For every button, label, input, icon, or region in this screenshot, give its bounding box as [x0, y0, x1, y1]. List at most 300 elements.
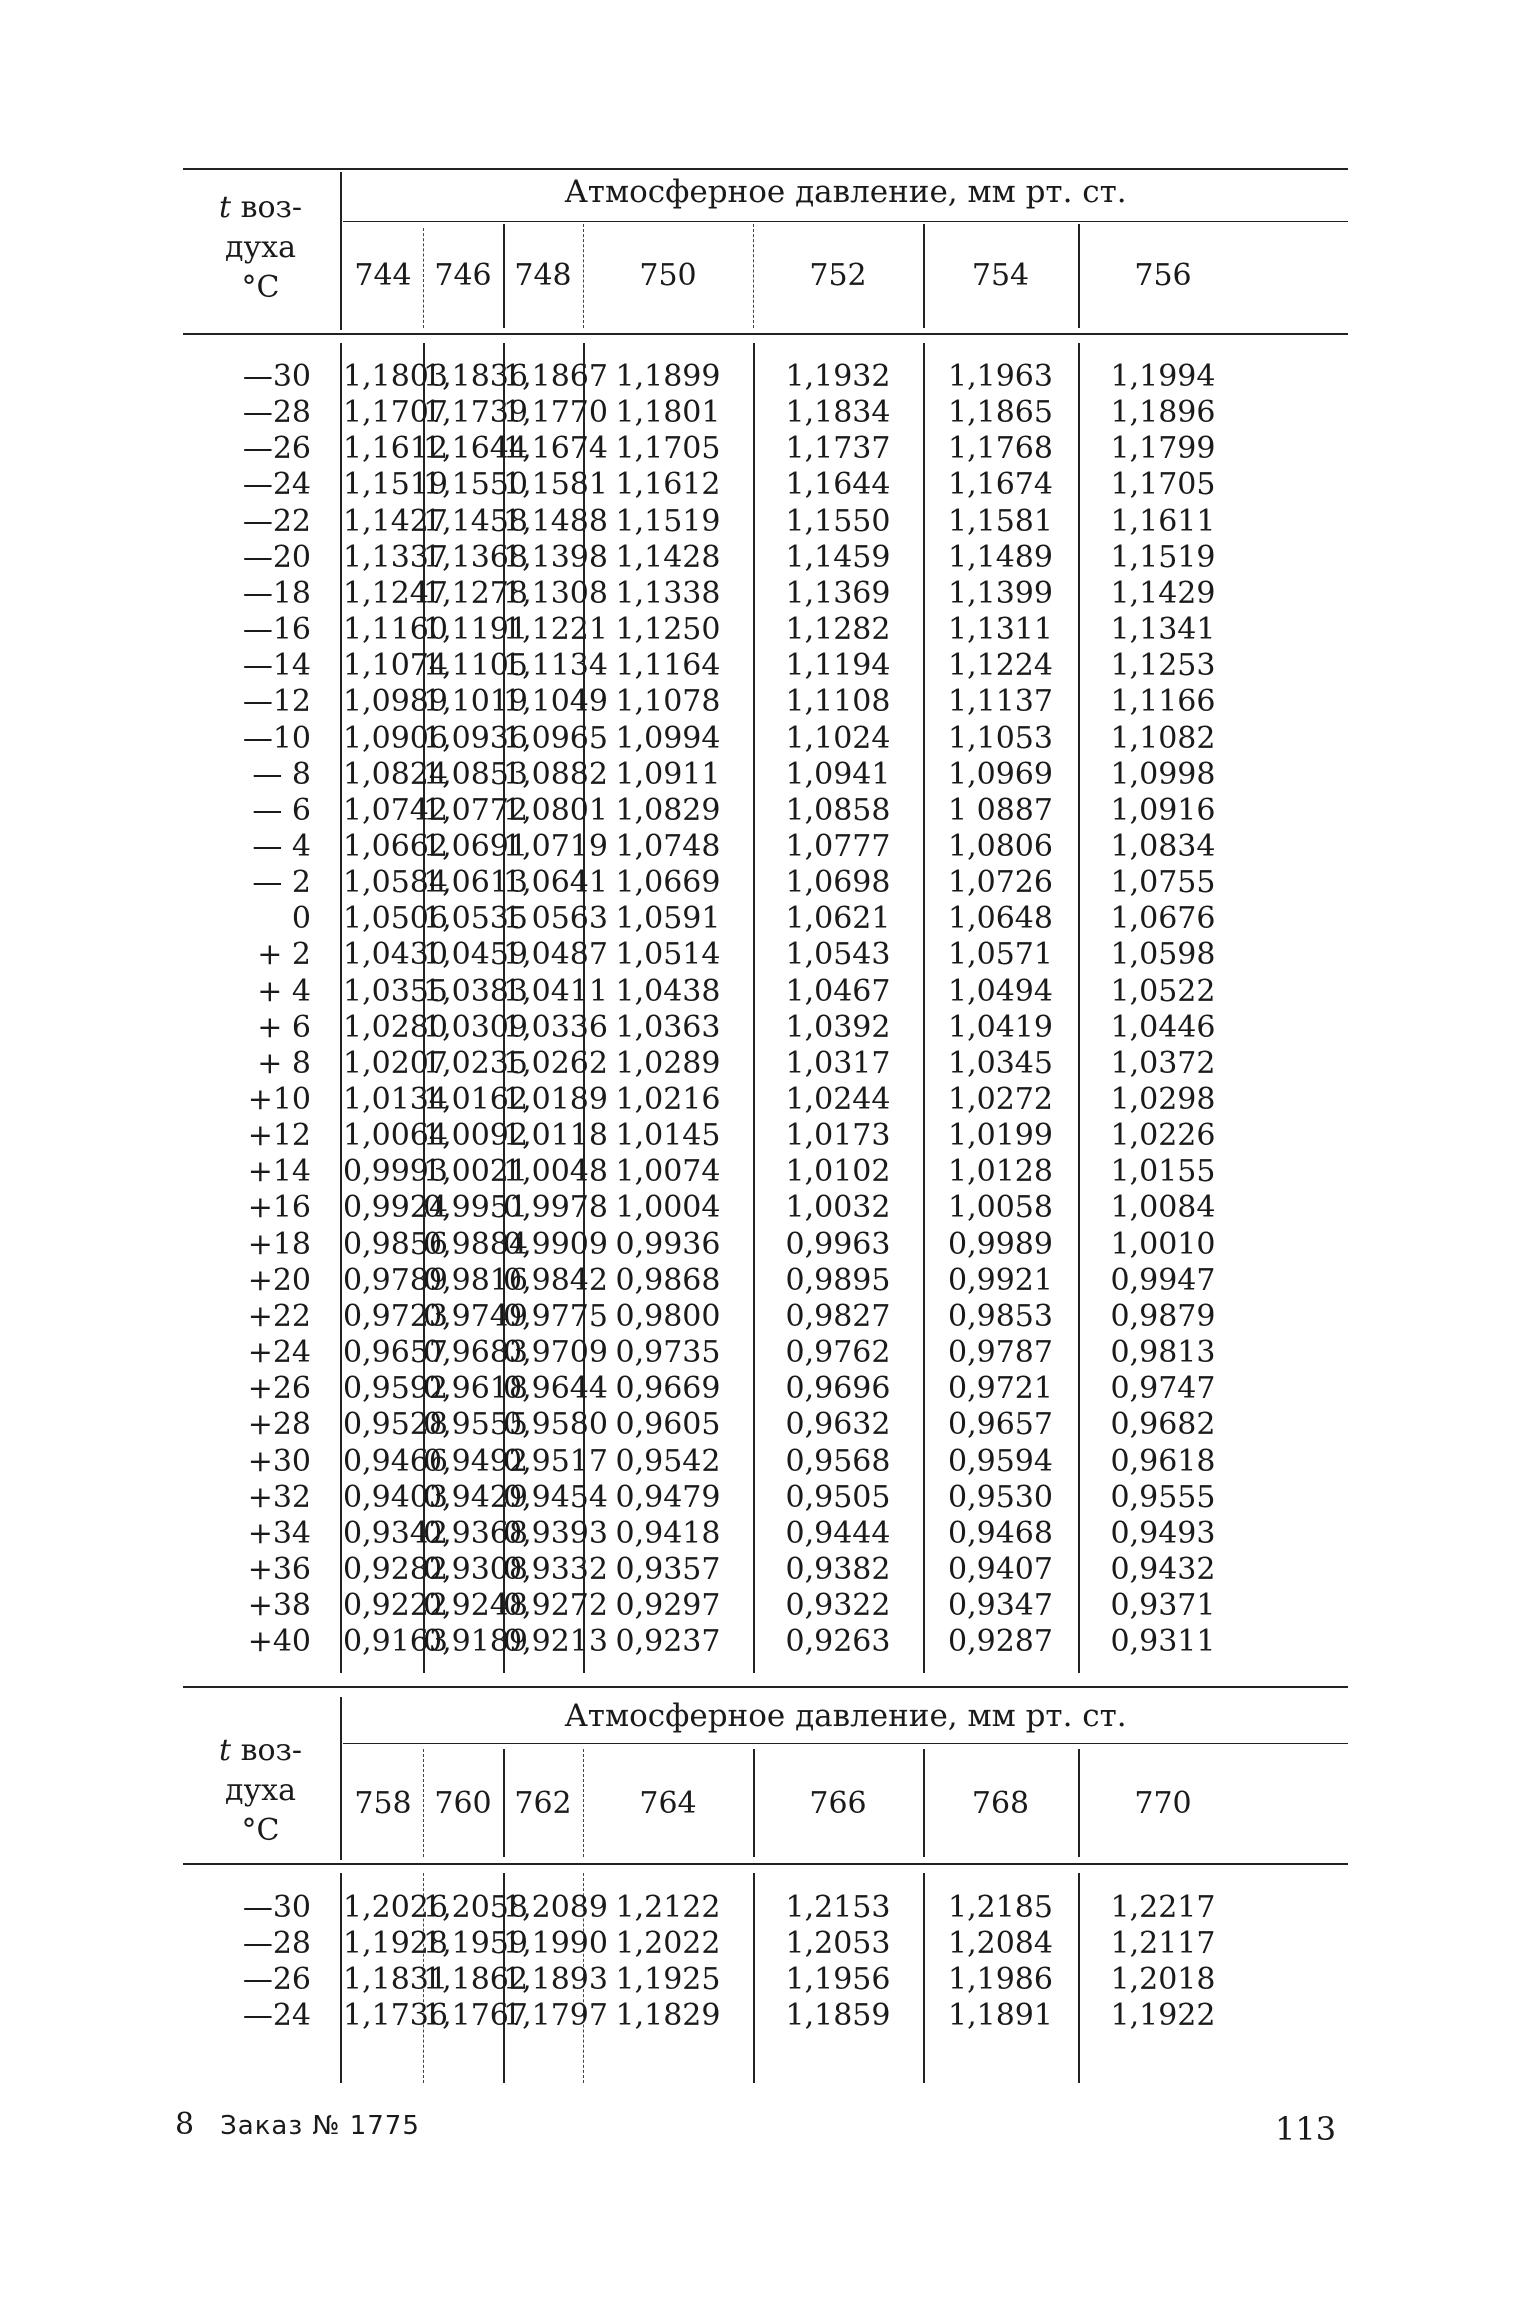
table-row [183, 1588, 1348, 1624]
density-value: 1,1194 [785, 648, 891, 684]
table-1-bottom-rule [183, 1686, 1348, 1688]
density-value: 1,0676 [1110, 901, 1216, 937]
row-temperature: — 4 [252, 828, 311, 864]
density-value: 1,2122 [615, 1890, 721, 1925]
table-row [183, 1082, 1348, 1118]
table-top-rule [183, 168, 1348, 170]
density-value: 1,2217 [1110, 1890, 1216, 1925]
density-value: 1,0355 [343, 973, 448, 1009]
density-value: 1,0235 [423, 1045, 528, 1081]
row-temperature: +12 [247, 1118, 311, 1154]
density-value: 1,0911 [615, 756, 721, 792]
density-value: 0,9237 [615, 1624, 721, 1660]
header-bottom-rule [183, 1863, 1348, 1865]
table-row [183, 1624, 1348, 1660]
density-value: 1,0145 [615, 1118, 721, 1154]
table-row [183, 793, 1348, 829]
density-value: 1,1078 [615, 684, 721, 720]
density-value: 1,1831 [343, 1962, 448, 1998]
density-value: 1,1160 [343, 612, 448, 648]
density-value: 1,0941 [785, 756, 891, 792]
row-temperature: —22 [242, 503, 311, 539]
table-row [183, 1190, 1348, 1226]
density-value: 1,0064 [343, 1118, 448, 1154]
density-value: 0,9403 [343, 1479, 448, 1515]
density-value: 1,0336 [503, 1009, 608, 1045]
row-temperature: —24 [242, 1998, 311, 2034]
row-temperature: +26 [247, 1371, 311, 1407]
density-value: 0,9856 [343, 1226, 448, 1262]
density-value: 1,0584 [343, 865, 448, 901]
density-value: 1,1074 [343, 648, 448, 684]
row-temperature: —30 [242, 359, 311, 394]
density-value: 0,9368 [423, 1515, 528, 1551]
density-value: 1,1489 [948, 539, 1053, 575]
header-divider [753, 224, 754, 328]
density-value: 0,9568 [785, 1443, 891, 1479]
row-temperature: +20 [247, 1262, 311, 1298]
density-value: 1,0742 [343, 792, 448, 828]
density-value: 1,1862 [423, 1962, 528, 1998]
table-2 [183, 1693, 1348, 2090]
density-value: 1,1922 [1110, 1998, 1216, 2034]
density-value: 0,9530 [948, 1479, 1053, 1515]
row-temperature: + 8 [257, 1045, 311, 1081]
density-value: 0,9432 [1110, 1551, 1216, 1587]
density-value: 1,1250 [615, 612, 721, 648]
header-divider [423, 1749, 424, 1857]
density-value: 0,9696 [785, 1371, 891, 1407]
density-value: 1,2018 [1110, 1962, 1216, 1998]
row-temperature: —14 [242, 648, 311, 684]
density-value: 1,2053 [785, 1926, 891, 1962]
density-value: 0,9466 [343, 1443, 448, 1479]
density-value: 0,9163 [343, 1624, 448, 1660]
density-value: 1,1867 [503, 359, 608, 394]
density-value: 0,9749 [423, 1298, 528, 1334]
table-row [183, 1516, 1348, 1552]
density-value: 0,9492 [423, 1443, 528, 1479]
density-value: 0,9407 [948, 1551, 1053, 1587]
order-number: Заказ № 1775 [220, 2111, 420, 2141]
density-value: 1,1956 [785, 1962, 891, 1998]
density-value: 1,0162 [423, 1082, 528, 1117]
density-value: 1,1963 [948, 359, 1053, 394]
density-value: 1,0998 [1110, 756, 1216, 792]
density-value: 1,0801 [503, 792, 608, 828]
density-value: 1,1770 [503, 395, 608, 431]
density-value: 1,0102 [785, 1154, 891, 1190]
density-value: 1,0383 [423, 973, 528, 1009]
density-value: 1,1896 [1110, 395, 1216, 431]
density-value: 1,1859 [785, 1998, 891, 2034]
density-value: 1,1338 [615, 575, 721, 611]
table-row [183, 1480, 1348, 1516]
density-value: 1,0411 [503, 973, 608, 1009]
density-value: 1,0216 [615, 1082, 721, 1117]
density-value: 0,9393 [503, 1515, 608, 1551]
density-value: 0,9347 [948, 1588, 1053, 1624]
table-row [183, 395, 1348, 431]
density-value: 1,1337 [343, 539, 448, 575]
density-value: 0,9709 [503, 1335, 608, 1371]
density-value: 0,9735 [615, 1335, 721, 1371]
table-row [183, 1154, 1348, 1190]
density-value: 0,9618 [423, 1371, 528, 1407]
table-row [183, 721, 1348, 757]
density-value: 1,1674 [503, 431, 608, 467]
row-temperature: +10 [247, 1082, 311, 1117]
density-value: 1,1019 [423, 684, 528, 720]
row-temperature: —24 [242, 467, 311, 503]
density-value: 1,1428 [615, 539, 721, 575]
density-value: 1,1767 [423, 1998, 528, 2034]
density-value: 1,1429 [1110, 575, 1216, 611]
density-value: 0,9669 [615, 1371, 721, 1407]
density-value: 1,0543 [785, 937, 891, 973]
header-bottom-rule [183, 333, 1348, 335]
density-value: 0,9493 [1110, 1515, 1216, 1551]
density-value: 1,0092 [423, 1118, 528, 1154]
row-temperature: —12 [242, 684, 311, 720]
density-value: 0,9775 [503, 1298, 608, 1334]
table-row [183, 1299, 1348, 1335]
density-value: 0,9884 [423, 1226, 528, 1262]
density-value: 1,0969 [948, 756, 1053, 792]
page-number: 113 [1275, 2110, 1337, 2148]
density-value: 1,0317 [785, 1045, 891, 1081]
air-temp-header: t воз- духа °C [218, 190, 303, 305]
density-value: 1,0074 [615, 1154, 721, 1190]
table-row [183, 1371, 1348, 1407]
row-temperature: + 2 [257, 937, 311, 973]
pressure-col-762: 762 [514, 1786, 572, 1821]
density-value: 0,9879 [1110, 1298, 1216, 1334]
pressure-col-744: 744 [354, 258, 412, 293]
header-divider [1078, 224, 1080, 328]
header-divider [1078, 1749, 1080, 1857]
density-value: 1,2026 [343, 1890, 448, 1925]
density-value: 1,1739 [423, 395, 528, 431]
density-value: 1,0419 [948, 1009, 1053, 1045]
density-value: 0,9468 [948, 1515, 1053, 1551]
header-divider [583, 224, 584, 328]
density-value: 0,9592 [343, 1371, 448, 1407]
row-temperature: + 6 [257, 1009, 311, 1045]
density-value: 1,1308 [503, 575, 608, 611]
density-value: 1,1581 [503, 467, 608, 503]
row-temperature: 0 [291, 901, 311, 937]
density-value: 1,0244 [785, 1082, 891, 1117]
density-value: 1,1164 [615, 648, 721, 684]
density-value: 1,0446 [1110, 1009, 1216, 1045]
density-value: 1,1399 [948, 575, 1053, 611]
density-value: 1,1191 [423, 612, 528, 648]
row-temperature: +30 [247, 1443, 311, 1479]
density-value: 0,9632 [785, 1407, 891, 1443]
pressure-col-746: 746 [434, 258, 492, 293]
row-temperature: +16 [247, 1190, 311, 1226]
density-value: 0,9989 [948, 1226, 1053, 1262]
density-value: 0,9454 [503, 1479, 608, 1515]
density-value: 1,0392 [785, 1009, 891, 1045]
density-value: 1,0514 [615, 937, 721, 973]
density-value: 0,9555 [423, 1407, 528, 1443]
density-value: 1,1705 [1110, 467, 1216, 503]
density-value: 0,9682 [1110, 1407, 1216, 1443]
density-value: 1,0272 [948, 1082, 1053, 1117]
density-value: 0,9555 [1110, 1479, 1216, 1515]
density-value: 0,9322 [785, 1588, 891, 1624]
row-temperature: +36 [247, 1551, 311, 1587]
density-value: 0,9308 [423, 1551, 528, 1587]
density-value: 1,0698 [785, 865, 891, 901]
density-value: 0,9222 [343, 1588, 448, 1624]
density-value: 0,9644 [503, 1371, 608, 1407]
row-temperature: — 2 [252, 865, 311, 901]
density-value: 1,1705 [615, 431, 721, 467]
row-temperature: — 8 [252, 756, 311, 792]
density-value: 0,9683 [423, 1335, 528, 1371]
density-value: 0,9580 [503, 1407, 608, 1443]
pressure-header: Атмосферное давление, мм рт. ст. [564, 174, 1127, 210]
density-value: 1,0438 [615, 973, 721, 1009]
row-temperature: + 4 [257, 973, 311, 1009]
density-value: 0,9479 [615, 1479, 721, 1515]
table-row [183, 431, 1348, 467]
density-value: 1,1612 [615, 467, 721, 503]
density-value: 0,9947 [1110, 1262, 1216, 1298]
density-value: 0,9936 [615, 1226, 721, 1262]
density-value: 1,1611 [1110, 503, 1216, 539]
table-row [183, 937, 1348, 973]
table-row [183, 757, 1348, 793]
density-value: 0,9909 [503, 1226, 608, 1262]
table-row [183, 1962, 1348, 1998]
table-row [183, 865, 1348, 901]
table-row [183, 612, 1348, 648]
density-value: 0,9272 [503, 1588, 608, 1624]
density-value: 1,1253 [1110, 648, 1216, 684]
table-row [183, 1263, 1348, 1299]
density-value: 1,1519 [1110, 539, 1216, 575]
air-temp-header: t воз- духа °C [218, 1733, 303, 1848]
density-value: 1,0345 [948, 1045, 1053, 1081]
density-value: 1,0772 [423, 792, 528, 828]
density-value: 1,0669 [615, 865, 721, 901]
row-temperature: —10 [242, 720, 311, 756]
density-value: 0,9993 [343, 1154, 448, 1190]
density-value: 1,0598 [1110, 937, 1216, 973]
density-value: 0,9813 [1110, 1335, 1216, 1371]
density-value: 1,0280 [343, 1009, 448, 1045]
table-row [183, 540, 1348, 576]
density-value: 1,0853 [423, 756, 528, 792]
density-value: 1,1803 [343, 359, 448, 394]
pressure-col-758: 758 [354, 1786, 412, 1821]
header-divider [923, 1749, 925, 1857]
density-value: 1,0372 [1110, 1045, 1216, 1081]
pressure-header-rule [343, 221, 1348, 222]
density-value: 1,0004 [615, 1190, 721, 1226]
density-value: 1,0882 [503, 756, 608, 792]
density-value: 1,1550 [423, 467, 528, 503]
row-temperature: — 6 [252, 792, 311, 828]
density-value: 1,0858 [785, 792, 891, 828]
density-value: 1,0916 [1110, 792, 1216, 828]
density-value: 1,1166 [1110, 684, 1216, 720]
density-value: 1,0906 [343, 720, 448, 756]
density-value: 0,9842 [503, 1262, 608, 1298]
table-row [183, 1926, 1348, 1962]
table-row [183, 1407, 1348, 1443]
pressure-col-760: 760 [434, 1786, 492, 1821]
density-value: 1,0289 [615, 1045, 721, 1081]
density-value: 1,0829 [615, 792, 721, 828]
pressure-col-766: 766 [809, 1786, 867, 1821]
density-value: 1,1928 [343, 1926, 448, 1962]
density-value: 1,0591 [615, 901, 721, 937]
table-row [183, 1046, 1348, 1082]
pressure-col-768: 768 [971, 1786, 1030, 1821]
density-value: 1,1801 [615, 395, 721, 431]
density-value: 0,9921 [948, 1262, 1053, 1298]
density-value: 1,0936 [423, 720, 528, 756]
density-value: 1,1221 [503, 612, 608, 648]
density-value: 1,2117 [1110, 1926, 1216, 1962]
density-value: 1,0571 [948, 937, 1053, 973]
density-value: 0,9924 [343, 1190, 448, 1226]
density-value: 1,2089 [503, 1890, 608, 1925]
density-value: 1,0207 [343, 1045, 448, 1081]
row-temperature: +40 [247, 1624, 311, 1660]
header-divider [423, 228, 424, 328]
density-value: 1,1369 [785, 575, 891, 611]
density-value: 1,0691 [423, 828, 528, 864]
density-value: 1,0199 [948, 1118, 1053, 1154]
density-value: 1,0048 [503, 1154, 608, 1190]
density-value: 1,0726 [948, 865, 1053, 901]
density-value: 1,0755 [1110, 865, 1216, 901]
table-row [183, 1998, 1348, 2034]
table-row [183, 829, 1348, 865]
density-value: 1,1137 [948, 684, 1053, 720]
density-value: 0,9657 [343, 1335, 448, 1371]
header-divider [503, 1749, 505, 1857]
density-value: 1,1108 [785, 684, 891, 720]
density-value: 1,1737 [785, 431, 891, 467]
density-value: 1,0648 [948, 901, 1053, 937]
density-value: 1,0621 [785, 901, 891, 937]
density-value: 1,1932 [785, 359, 891, 394]
density-value: 1,1797 [503, 1998, 608, 2034]
density-value: 1,0128 [948, 1154, 1053, 1190]
table-row [183, 504, 1348, 540]
density-value: 1,0298 [1110, 1082, 1216, 1117]
density-value: 1,1986 [948, 1962, 1053, 1998]
density-value: 0,9248 [423, 1588, 528, 1624]
pressure-col-764: 764 [639, 1786, 697, 1821]
density-value: 1,0506 [343, 901, 448, 937]
density-value: 1,0989 [343, 684, 448, 720]
density-value: 1,1105 [423, 648, 528, 684]
density-value: 1,1458 [423, 503, 528, 539]
density-value: 0,9189 [423, 1624, 528, 1660]
table-row [183, 1335, 1348, 1371]
row-temperature: —28 [242, 1926, 311, 1962]
density-value: 1,0824 [343, 756, 448, 792]
density-value: 1,0487 [503, 937, 608, 973]
density-value: 1,1581 [948, 503, 1053, 539]
table-row [183, 576, 1348, 612]
row-temperature: +24 [247, 1335, 311, 1371]
density-value: 0,9542 [615, 1443, 721, 1479]
density-value: 1,1519 [615, 503, 721, 539]
density-value: 1 0563 [503, 901, 608, 937]
density-value: 0,9282 [343, 1551, 448, 1587]
density-value: 0,9213 [503, 1624, 608, 1660]
row-temperature: +22 [247, 1298, 311, 1334]
density-value: 1,1736 [343, 1998, 448, 2034]
density-value: 0,9429 [423, 1479, 528, 1515]
density-value: 0,9800 [615, 1298, 721, 1334]
density-value: 1,1224 [948, 648, 1053, 684]
density-value: 1,2058 [423, 1890, 528, 1925]
density-value: 1,0494 [948, 973, 1053, 1009]
density-value: 1,0834 [1110, 828, 1216, 864]
density-value: 0,9371 [1110, 1588, 1216, 1624]
header-divider [503, 224, 505, 328]
pressure-header-rule [343, 1743, 1348, 1744]
density-value: 0,9762 [785, 1335, 891, 1371]
density-value: 1,0522 [1110, 973, 1216, 1009]
header-divider [753, 1749, 755, 1857]
density-value: 1,0262 [503, 1045, 608, 1081]
table-row [183, 1227, 1348, 1263]
density-value: 1,0535 [423, 901, 528, 937]
density-value: 0,9444 [785, 1515, 891, 1551]
pressure-col-756: 756 [1134, 258, 1192, 293]
pressure-col-748: 748 [514, 258, 572, 293]
density-value: 1,1053 [948, 720, 1053, 756]
density-value: 1,0994 [615, 720, 721, 756]
density-value: 0,9978 [503, 1190, 608, 1226]
density-value: 1,1341 [1110, 612, 1216, 648]
density-value: 1,1082 [1110, 720, 1216, 756]
density-value: 0,9816 [423, 1262, 528, 1298]
header-divider [583, 1749, 584, 1857]
density-value: 1,0662 [343, 828, 448, 864]
density-value: 1,1899 [615, 359, 721, 394]
table-row [183, 974, 1348, 1010]
density-value: 0,9287 [948, 1624, 1053, 1660]
density-value: 1,1925 [615, 1962, 721, 1998]
density-value: 1,1644 [785, 467, 891, 503]
density-value: 1,0010 [1110, 1226, 1216, 1262]
density-value: 1,1768 [948, 431, 1053, 467]
density-value: 1,1865 [948, 395, 1053, 431]
density-value: 1,0748 [615, 828, 721, 864]
density-value: 1,2022 [615, 1926, 721, 1962]
density-value: 1,1427 [343, 503, 448, 539]
row-temperature: +28 [247, 1407, 311, 1443]
row-temperature: —30 [242, 1890, 311, 1925]
table-row [183, 684, 1348, 720]
density-value: 1,0155 [1110, 1154, 1216, 1190]
density-value: 1,0363 [615, 1009, 721, 1045]
row-temperature: —16 [242, 612, 311, 648]
density-value: 1,1674 [948, 467, 1053, 503]
